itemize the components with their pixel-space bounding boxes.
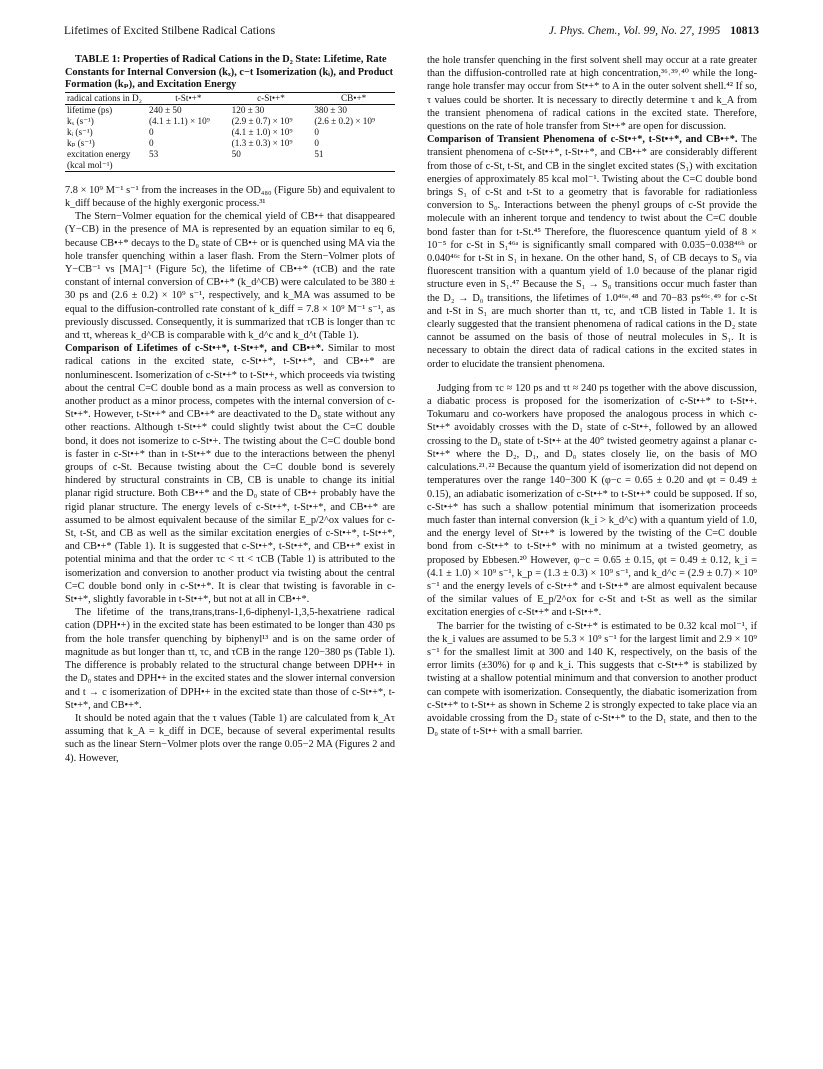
paragraph: the hole transfer quenching in the first solvent shell may occur at a rate greater than the diffusion-controlled rate at high concentration,³⁶˒³⁹˒⁴⁰ while the long-range hole transfer may occur from St•+* to A in the outer solvent shell.⁴² If so, τ values could be shorter. It is necessary to directly determine τ and k_A from the transient phenomena of radical cations in the excited state. Therefore, questions on the rate of hole transfer from St•+* are open for discussion. — [427, 55, 757, 133]
table-title: TABLE 1: Properties of Radical Cations in the D₂ State: Lifetime, Rate Constants for Internal Conversion (kₓ), c−t Isomerization (kᵢ), and Product Formation (kₚ), and Excitation Energy — [65, 54, 394, 91]
table-cell: 0 — [314, 137, 319, 148]
left-column — [65, 54, 395, 765]
table-row-label: kₓ (s⁻¹) — [67, 115, 94, 126]
paragraph: It should be noted again that the τ values (Table 1) are calculated from k_Aτ assuming that k_A = k_diff in DCE, because of several experimental results such as the linear Stern−Volmer plots over the range 0.05−2 MA (Figures 2 and 4). However, — [65, 712, 395, 764]
table-header-row — [65, 92, 395, 104]
table-row-label: excitation energy (kcal mol⁻¹) — [65, 149, 147, 172]
journal-citation — [549, 25, 759, 37]
table-cell: 0 — [149, 126, 154, 137]
paragraph: The lifetime of the trans,trans,trans-1,6-diphenyl-1,3,5-hexatriene radical cation (DPH•+) in the excited state has been estimated to be longer than 430 ps from the hole transfer quenching by biphenyl¹³ and is on the same order of magnitude as but longer than τt, τc, and τCB in the range 120−380 ps (Table 1). The difference is probably related to the structural change between DPH•+ in the D₀ states and DPH•+ in the excited states and the slower internal conversion and t → c isomerization of DPH•+ in the excited state than those of c-St•+*, t-St•+*, and CB•+*. — [65, 607, 395, 711]
page-number: 10813 — [730, 25, 759, 37]
table-row-label: lifetime (ps) — [67, 104, 113, 115]
table-cell: 0 — [149, 137, 154, 148]
running-title: Lifetimes of Excited Stilbene Radical Cations — [64, 25, 276, 37]
table-1 — [65, 54, 395, 172]
properties-table — [65, 92, 395, 172]
section-heading: Comparison of Transient Phenomena of c-St•+*, t-St•+*, and CB•+*. — [427, 134, 738, 146]
section-heading: Comparison of Lifetimes of c-St•+*, t-St•+*, and CB•+*. — [65, 343, 324, 355]
table-row — [65, 116, 395, 127]
table-cell: (1.3 ± 0.3) × 10⁹ — [231, 137, 293, 148]
table-col-header: CB•+* — [312, 92, 395, 104]
table-row — [65, 149, 395, 172]
paragraph: Judging from τc ≈ 120 ps and τt ≈ 240 ps together with the above discussion, a diabatic process is proposed for the isomerization of c-St•+* to t-St•+. Tokumaru and co-workers have proposed the analogous process in which c-St•+* avoidably crosses with the D₁ state of c-St•+, followed by an allowed crossing to the D₀ state of t-St•+ at the 40° twisted geometry against a planar c-St•+* where the D₂, D₁, and D₀ states closely lie, on the basis of MO calculations.²¹˒²² Because the quantum yield of isomerization did not depend on temperatures over the range 140−300 K (φ−c = 0.65 ± 0.20 and φt = 0.49 ± 0.15), an adiabatic isomerization of c-St•+* to t-St•+* could be supposed. If so, c-St•+* has such a shallow potential minimum that isomerization proceeds much faster than internal conversion (k_i > k_d^c) with a quantum yield of 1.0, and the energy level of St•+* is lowered by the twisting of the C=C double bond from c-St•+* to t-St•+* with no minimum at a twisted geometry, as proposed by Ebbesen.²⁰ However, φ−c = 0.65 ± 0.15, φt = 0.49 ± 0.12, k_i = (4.1 ± 1.0) × 10⁹ s⁻¹, k_p = (1.3 ± 0.3) × 10⁹ s⁻¹, and k_d^c = (2.9 ± 0.7) × 10⁹ s⁻¹ and the energy levels of c-St•+* and t-St•+* are almost equivalent because of the similar values of E_p/2^ox for c-St and t-St as well as the similar excitation energies of c-St•+* and t-St•+*. — [427, 382, 757, 619]
table-cell: 120 ± 30 — [231, 104, 265, 115]
paragraph: The Stern−Volmer equation for the chemical yield of CB•+ that disappeared (Y−CB) in the presence of MA is represented by an equation similar to eq 6, because CB•+* decays to the D₀ state of CB•+ or is quenched using MA via the hole transfer quenching within a laser flash. From the Stern−Volmer plots of Y−CB⁻¹ vs [MA]⁻¹ (Figure 5c), the lifetime of CB•+* (τCB) and the rate constant of internal conversion of CB•+* (k_d^CB) were calculated to be 380 ± 30 ps and (2.6 ± 0.2) × 10⁹ s⁻¹, respectively, and k_MA was assumed to be equal to the diffusion-controlled rate constant of k_diff = 7.8 × 10⁹ M⁻¹ s⁻¹, as previously discussed. Consequently, it is summarized that τCB is longer than τc and τt, whereas k_d^CB is comparable with k_d^c and k_d^t (Table 1). — [65, 211, 395, 342]
paragraph-text: The transient phenomena of c-St•+*, t-St•+*, and CB•+* are considerably different from those of c-St, t-St, and CB in the singlet excited states (S₁) with excitation energies of approximately 85 kcal mol⁻¹. Twisting about the C=C double bond brings S₁ of c-St and t-St to a geometry that is favorable for radiationless conversion to S₀. Interactions between the phenyl groups of c-St provide the molecule with an inherent torque and tendency to twist about the C=C double bond faster than for t-St.⁴⁵ Therefore, the fluorescence quantum yield of 8 × 10⁻⁵ for c-St in S₁⁴⁶ᵃ is significantly small compared with 0.035−0.038⁴⁶ᵇ or 0.040⁴⁶ᶜ for t-St in S₁ in hexane. On the other hand, S₁ of CB decays to S₀ via fluorescent transition with a quantum yield of 1.0 because of the planar rigid structure even in S₁.⁴⁷ Because the S₁ → S₀ transitions occur much faster than the D₂ → D₀ transitions, the lifetimes of 1.0⁴⁶ᵃ˒⁴⁸ and 70−83 ps⁴⁶ᶜ˒⁴⁹ for c-St and t-St in S₁ are much shorter than τt, τc, and τCB listed in Table 1. It is clearly suggested that the transient phenomena of radical cations in the D₂ state cannot be assumed on the basis of those of neutral molecules in S₁. It is necessary to obtain the direct data of radical cations in the excited states in order to elucidate the transient phenomena. — [427, 134, 757, 370]
table-row-label: kₚ (s⁻¹) — [67, 137, 95, 148]
table-cell: 0 — [314, 126, 319, 137]
table-cell: 53 — [147, 149, 230, 172]
paragraph-text: Similar to most radical cations in the excited state, c-St•+*, t-St•+*, and CB•+* are nonluminescent. Isomerization of c-St•+* to t-St•+, which proceeds via twisting about the central C=C double bond as a main process as well as conversion to another product as a minor process, competes with the internal conversion of c-St•+*. However, t-St•+* and CB•+* are deactivated to the D₀ state without any other reactions. Although t-St•+* could slightly twist about the C=C double bond, it does not isomerize to c-St•+. The twisting about the C=C double bond is faster in c-St•+* than in t-St•+* due to the interactions between the phenyl groups of c-St. Because twisting about the C=C double bond is severely hindered by structural constraints in CB, CB is unable to change its initial planar rigid structure. Both CB•+* and the D₀ state of CB•+ probably have the rigid planar structure. The energy levels of c-St•+*, t-St•+*, and CB•+* are assumed to be almost equivalent because of the similar E_p/2^ox values for c-St, t-St, and CB as well as the similar excitation energies of c-St•+*, t-St•+*, and CB•+* (Table 1). It is suggested that c-St•+*, t-St•+*, and CB•+* exist in potential minima and that the order τc < τt < τCB (Table 1) is attributed to the isomerization and conversion to another product via twisting about the central C=C double bond only in c-St•+*. It is clear that twisting is favorable in c-St•+*, slightly favorable in t-St•+*, but not at all in CB•+*. — [65, 343, 395, 606]
table-cell: 380 ± 30 — [314, 104, 347, 115]
paragraph-gap — [427, 371, 757, 382]
table-row — [65, 138, 395, 149]
paragraph: The barrier for the twisting of c-St•+* is estimated to be 0.32 kcal mol⁻¹, if the k_i values are assumed to be 5.3 × 10⁹ s⁻¹ for the largest limit and 2.9 × 10⁹ s⁻¹ for the smallest limit at 300 and 140 K, respectively, on the basis of the error limits (±30%) for φ and k_i. This suggests that c-St•+* is stabilized by twisting at a shallow potential minimum and that conversion to another product can compete with isomerization. Consequently, the diabatic isomerization from c-St•+* to t-St•+ as shown in Scheme 2 is strongly expected to take place via an avoidable crossing from the D₂ state of c-St•+* to the D₁ state, and then to the D₀ state of t-St•+ with a small barrier. — [427, 620, 757, 738]
table-col-header: t-St•+* — [147, 92, 230, 104]
table-cell: 240 ± 50 — [149, 104, 182, 115]
table-cell: (2.9 ± 0.7) × 10⁹ — [231, 115, 293, 126]
table-cell: (4.1 ± 1.1) × 10⁹ — [149, 115, 210, 126]
table-cell: 50 — [230, 149, 313, 172]
table-cell: (4.1 ± 1.0) × 10⁹ — [231, 126, 293, 137]
right-column — [427, 54, 757, 738]
table-col-header: c-St•+* — [230, 92, 313, 104]
running-header — [64, 25, 759, 43]
table-row — [65, 127, 395, 138]
table-row — [65, 104, 395, 116]
table-cell: (2.6 ± 0.2) × 10⁹ — [314, 115, 376, 126]
table-row-label: kᵢ (s⁻¹) — [67, 126, 93, 137]
paragraph: 7.8 × 10⁹ M⁻¹ s⁻¹ from the increases in the OD₄₈₀ (Figure 5b) and equivalent to k_diff because of the highly exergonic process.³¹ — [65, 184, 395, 209]
table-cell: 51 — [312, 149, 395, 172]
table-col-header-label: radical cations in D₂ — [65, 92, 147, 104]
journal-name: J. Phys. Chem., Vol. 99, No. 27, 1995 — [548, 25, 721, 37]
